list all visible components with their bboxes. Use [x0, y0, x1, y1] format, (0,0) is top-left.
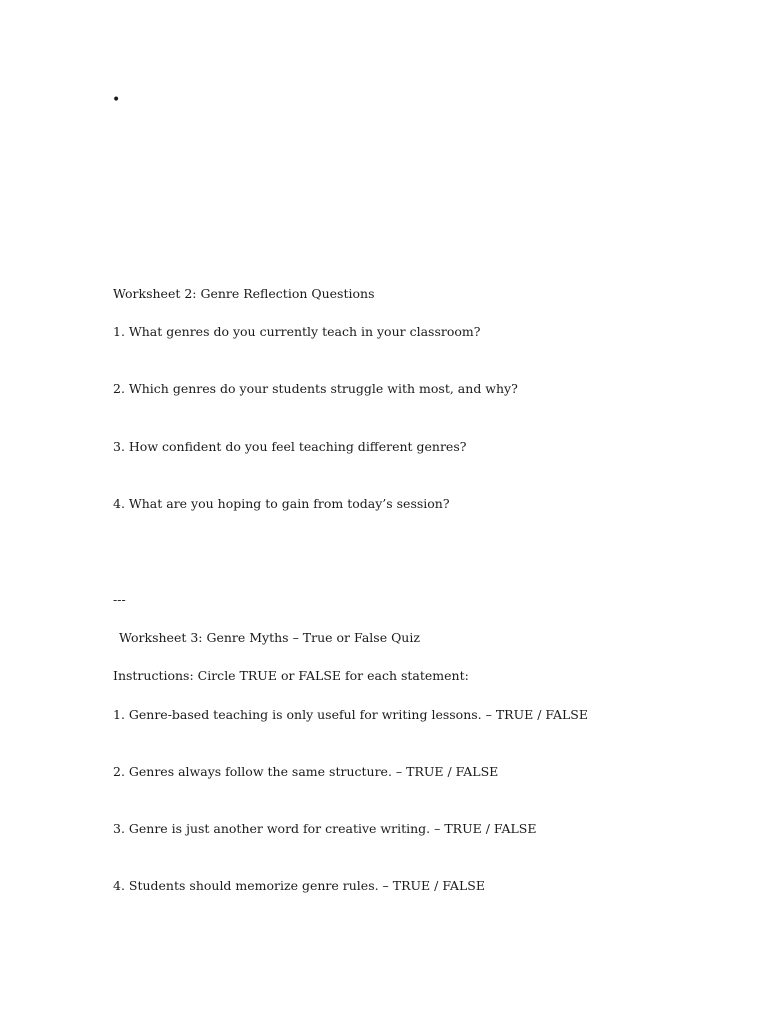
quiz-instructions: Instructions: Circle TRUE or FALSE for each statement:: [113, 668, 469, 683]
worksheet-3-title: Worksheet 3: Genre Myths – True or False Quiz: [119, 630, 420, 645]
worksheet-2-title: Worksheet 2: Genre Reflection Questions: [113, 286, 375, 301]
section-separator: ---: [113, 592, 126, 607]
reflection-question: 2. Which genres do your students struggle with most, and why?: [113, 381, 518, 396]
reflection-question: 3. How confident do you feel teaching different genres?: [113, 439, 467, 454]
quiz-statement: 2. Genres always follow the same structure. – TRUE / FALSE: [113, 764, 499, 779]
quiz-statement: 3. Genre is just another word for creative writing. – TRUE / FALSE: [113, 821, 537, 836]
reflection-question: 1. What genres do you currently teach in your classroom?: [113, 324, 481, 339]
reflection-question: 4. What are you hoping to gain from today’s session?: [113, 496, 450, 511]
quiz-statement: 4. Students should memorize genre rules. – TRUE / FALSE: [113, 878, 485, 893]
bullet-marker: •: [112, 92, 121, 108]
quiz-statement: 1. Genre-based teaching is only useful for writing lessons. – TRUE / FALSE: [113, 707, 588, 722]
